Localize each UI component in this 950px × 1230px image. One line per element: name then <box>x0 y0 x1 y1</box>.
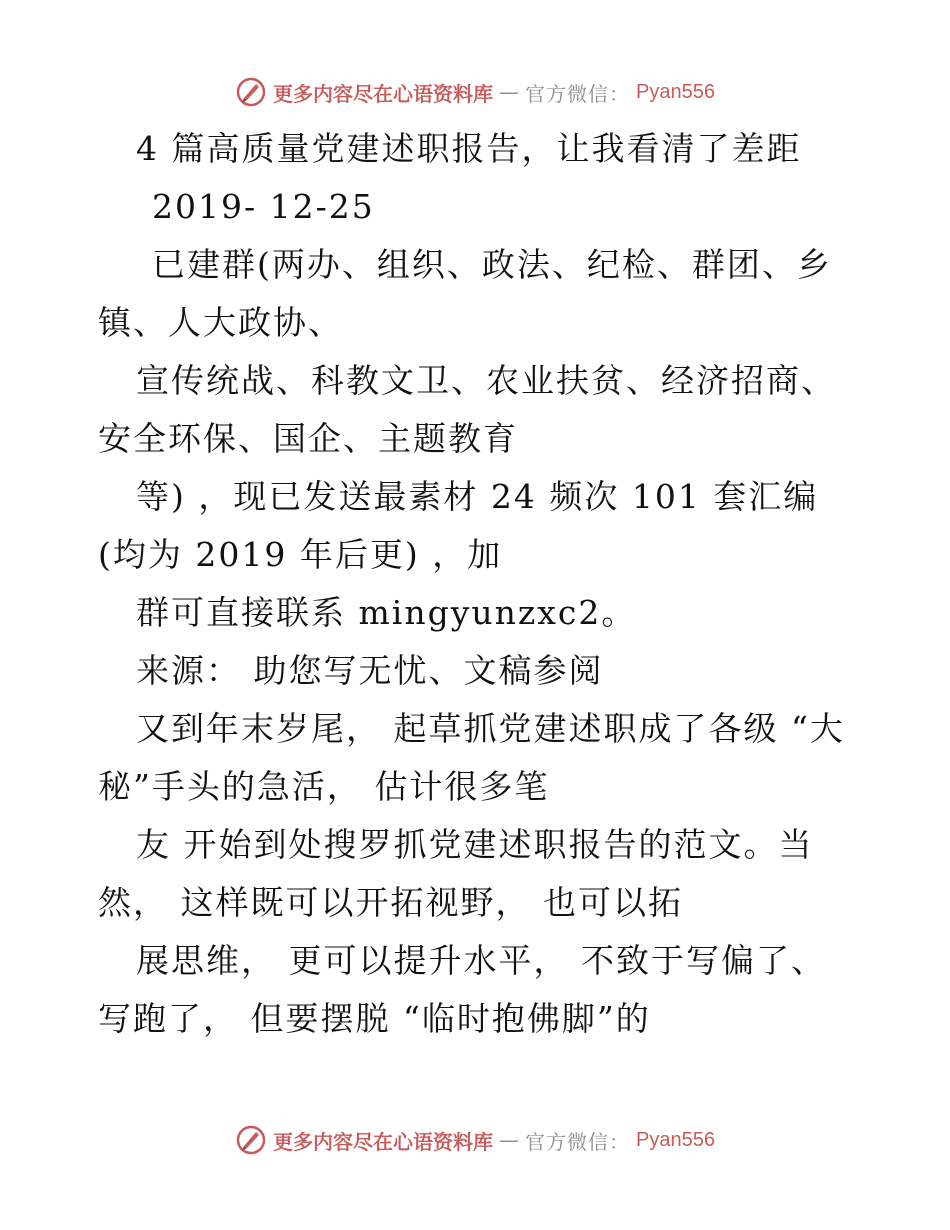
brush-logo-icon <box>235 76 267 108</box>
banner-separator: — <box>499 1128 520 1152</box>
paragraph-4: 群可直接联系 mingyunzxc2。 <box>136 593 637 632</box>
banner-official-label: 官方微信： <box>525 1129 631 1154</box>
paragraph-7: 友 开始到处搜罗抓党建述职报告的范文。当然， 这样既可以开拓视野， 也可以拓 <box>98 825 814 922</box>
document-title: 4 篇高质量党建述职报告，让我看清了差距 <box>136 129 802 168</box>
banner-brand-text: 更多内容尽在心语资料库 <box>273 81 494 106</box>
paragraph-1: 已建群(两办、组织、政法、纪检、群团、乡镇、人大政协、 <box>98 245 832 342</box>
document-date: 2019- 12-25 <box>152 187 375 226</box>
banner-separator: — <box>499 80 520 104</box>
document-body <box>98 120 858 1048</box>
banner-official-label: 官方微信： <box>525 81 631 106</box>
header-watermark-banner <box>0 72 950 112</box>
banner-brand-text: 更多内容尽在心语资料库 <box>273 1129 494 1154</box>
footer-watermark-banner <box>0 1120 950 1160</box>
paragraph-6: 又到年末岁尾， 起草抓党建述职成了各级 “大秘”手头的急活， 估计很多笔 <box>98 709 845 806</box>
banner-wechat-handle: Pyan556 <box>636 80 715 103</box>
paragraph-5: 来源： 助您写无忧、文稿参阅 <box>136 651 604 690</box>
paragraph-8: 展思维， 更可以提升水平， 不致于写偏了、写跑了， 但要摆脱 “临时抱佛脚”的 <box>98 941 826 1038</box>
banner-wechat-handle: Pyan556 <box>636 1128 715 1151</box>
paragraph-2: 宣传统战、科教文卫、农业扶贫、经济招商、安全环保、国企、主题教育 <box>98 361 836 458</box>
paragraph-3: 等) ，现已发送最素材 24 频次 101 套汇编(均为 2019 年后更) ，加 <box>98 477 819 574</box>
brush-logo-icon <box>235 1124 267 1156</box>
